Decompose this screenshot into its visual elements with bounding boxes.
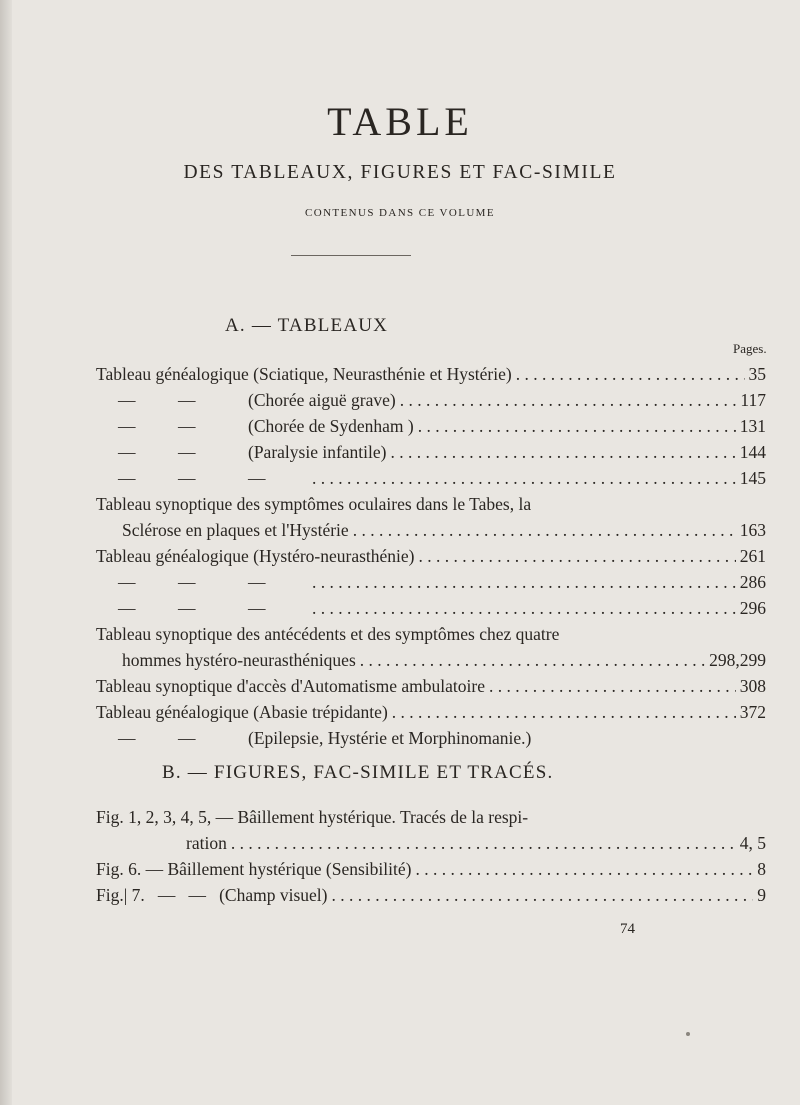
ditto-dash: — [118, 442, 136, 462]
toc-row [96, 413, 766, 439]
section-a-heading: A. — TABLEAUX [225, 315, 389, 336]
toc-row [122, 647, 766, 673]
toc-row [122, 517, 766, 543]
entry-page: 144 [739, 442, 766, 462]
dot-leader [353, 517, 736, 543]
toc-row [96, 491, 766, 517]
entry-page: 4, 5 [739, 833, 766, 853]
ditto-dash: — [178, 728, 196, 748]
entry-page: 298,299 [709, 650, 766, 670]
entry-label: (Epilepsie, Hystérie et Morphinomanie.) [248, 728, 532, 748]
toc-row [96, 387, 766, 413]
entry-label: Fig. 6. — Bâillement hystérique (Sensibilité) [96, 859, 412, 879]
ditto-dash: — [118, 416, 136, 436]
entry-page: 9 [757, 885, 766, 905]
ditto-dash: — [178, 598, 196, 618]
entry-label: Tableau généalogique (Abasie trépidante) [96, 702, 388, 722]
dot-leader [419, 543, 736, 569]
entry-label: Tableau synoptique des symptômes oculaires dans le Tabes, la [96, 494, 532, 514]
dot-leader [392, 699, 736, 725]
toc-row [186, 830, 766, 856]
ditto-dash: — [248, 468, 266, 488]
ditto-dash: — [178, 468, 196, 488]
dot-leader [231, 830, 736, 856]
toc-row [96, 804, 766, 830]
toc-row [96, 543, 766, 569]
entry-page: 117 [740, 390, 766, 410]
entry-label: Fig.| 7. — — (Champ visuel) [96, 885, 328, 905]
toc-row [96, 569, 766, 595]
ditto-dash: — [118, 468, 136, 488]
dot-leader [415, 856, 753, 882]
page-caption: CONTENUS DANS CE VOLUME [305, 207, 495, 219]
entry-label: Tableau généalogique (Sciatique, Neurasthénie et Hystérie) [96, 364, 512, 384]
ditto-dash: — [248, 572, 266, 592]
entry-page: 131 [739, 416, 766, 436]
dot-leader [331, 882, 753, 908]
entry-label: Tableau synoptique d'accès d'Automatisme ambulatoire [96, 676, 485, 696]
page-number: 74 [620, 921, 635, 937]
entry-page: 372 [739, 702, 766, 722]
ditto-dash: — [178, 390, 196, 410]
entry-page: 286 [739, 572, 766, 592]
pages-column-header: Pages. [733, 341, 767, 356]
entry-label: Tableau généalogique (Hystéro-neurasthénie) [96, 546, 415, 566]
toc-row [96, 361, 766, 387]
entry-label: Fig. 1, 2, 3, 4, 5, — Bâillement hystérique. Tracés de la respi- [96, 807, 529, 827]
entry-page: 8 [757, 859, 766, 879]
toc-row [96, 856, 766, 882]
toc-row [96, 465, 766, 491]
dot-leader [312, 595, 736, 621]
section-b-heading: B. — FIGURES, FAC-SIMILE ET TRACÉS. [162, 762, 554, 783]
dot-leader [312, 465, 736, 491]
dot-leader [516, 361, 745, 387]
ditto-dash: — [118, 598, 136, 618]
dot-leader [312, 569, 736, 595]
dot-leader [418, 413, 736, 439]
toc-row [96, 595, 766, 621]
toc-row [96, 725, 766, 751]
entry-label: hommes hystéro-neurasthéniques [122, 650, 356, 670]
ditto-dash: — [178, 572, 196, 592]
divider-rule [291, 255, 411, 256]
page-title: TABLE [327, 99, 473, 144]
entry-page: 296 [739, 598, 766, 618]
dot-leader [391, 439, 736, 465]
toc-row [96, 673, 766, 699]
page-subtitle: DES TABLEAUX, FIGURES ET FAC-SIMILE [183, 162, 617, 183]
toc-row [96, 439, 766, 465]
entry-label: (Chorée aiguë grave) [248, 390, 396, 410]
paper-speck [686, 1032, 690, 1036]
entry-page: 35 [748, 364, 766, 384]
ditto-dash: — [118, 390, 136, 410]
entry-page: 163 [739, 520, 766, 540]
ditto-dash: — [178, 416, 196, 436]
ditto-dash: — [178, 442, 196, 462]
ditto-dash: — [118, 728, 136, 748]
toc-row [96, 882, 766, 908]
toc-row [96, 621, 766, 647]
dot-leader [360, 647, 705, 673]
dot-leader [400, 387, 737, 413]
entry-page: 261 [739, 546, 766, 566]
dot-leader [489, 673, 736, 699]
toc-row [96, 699, 766, 725]
ditto-dash: — [118, 572, 136, 592]
ditto-dash: — [248, 598, 266, 618]
entry-label: Tableau synoptique des antécédents et des symptômes chez quatre [96, 624, 560, 644]
entry-page: 308 [739, 676, 766, 696]
entry-label: ration [186, 833, 227, 853]
entry-label: (Chorée de Sydenham ) [248, 416, 414, 436]
entry-label: Sclérose en plaques et l'Hystérie [122, 520, 349, 540]
entry-label: (Paralysie infantile) [248, 442, 387, 462]
entry-page: 145 [739, 468, 766, 488]
